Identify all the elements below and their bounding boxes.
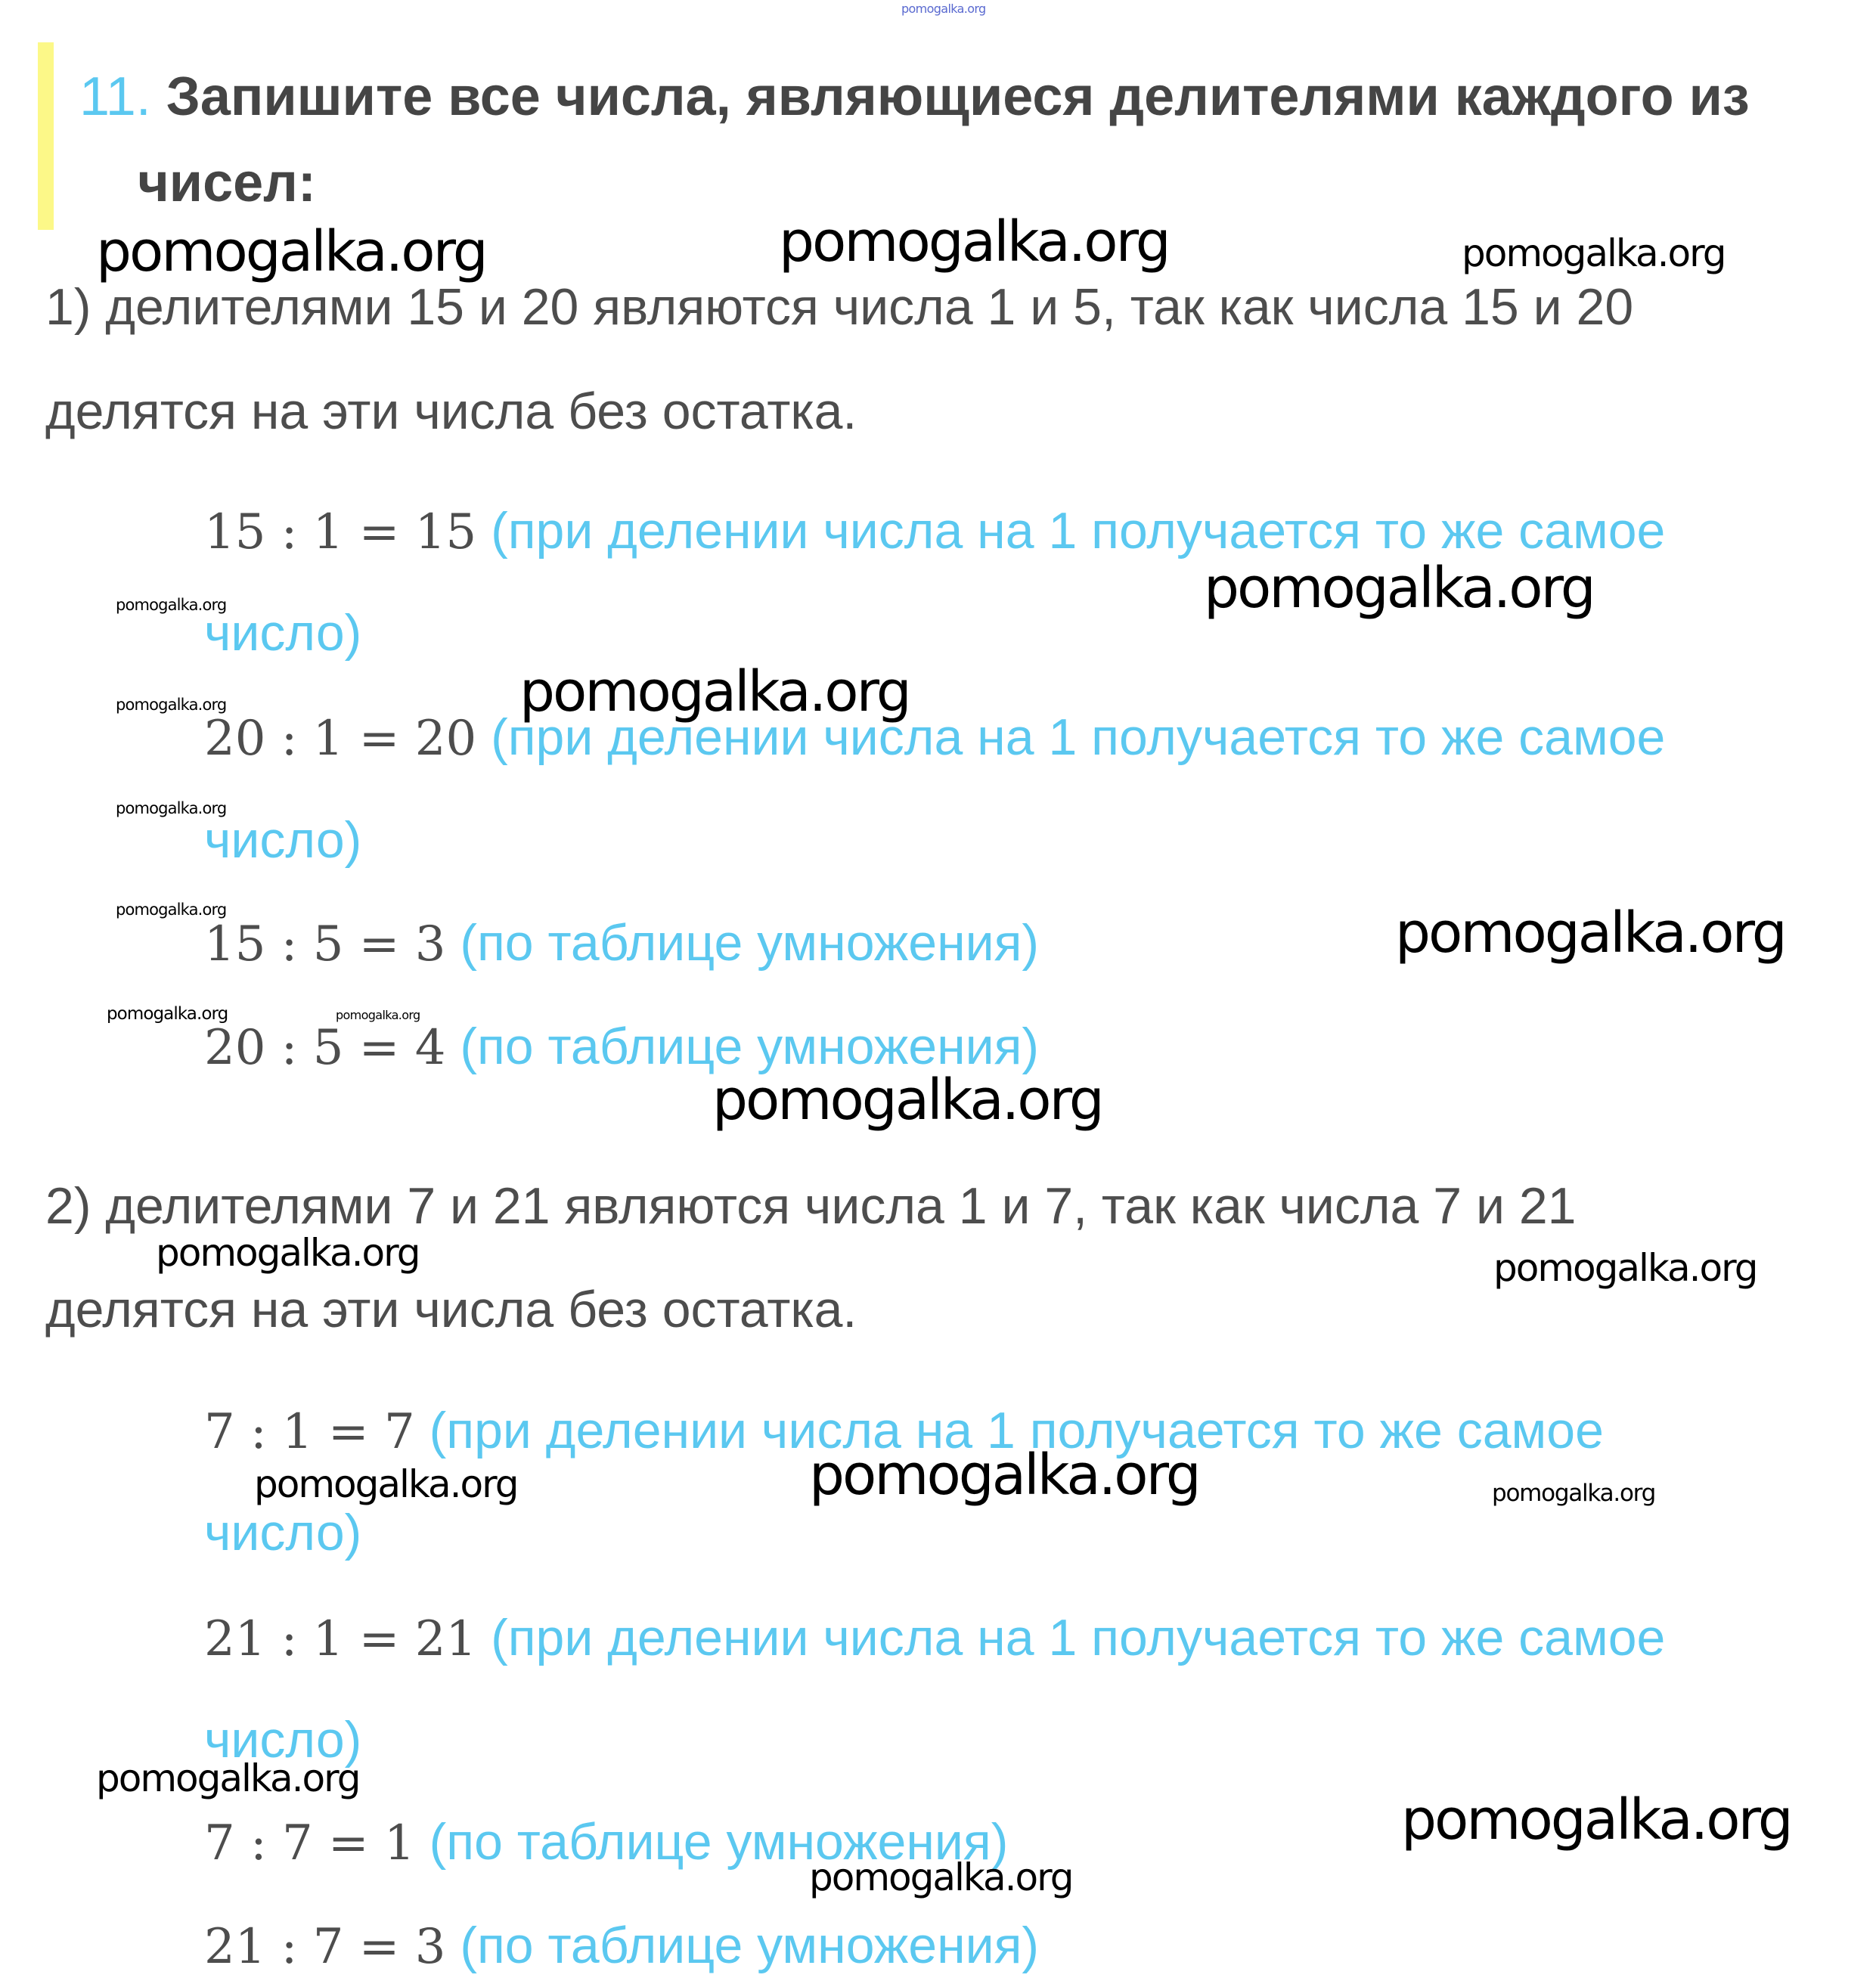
part2-line2: делятся на эти числа без остатка. <box>45 1281 857 1338</box>
equation-note-cont: число) <box>204 1504 362 1561</box>
equation-note-cont: число) <box>204 1711 362 1769</box>
task-title <box>79 67 1750 127</box>
watermark: pomogalka.org <box>156 1231 420 1275</box>
part1-line1: 1) делителями 15 и 20 являются числа 1 и 5, так как числа 15 и 20 <box>45 278 1634 336</box>
equation-expr: 15 : 5 = 3 <box>204 916 446 972</box>
equation-note-cont: число) <box>204 811 362 869</box>
equation <box>204 1018 1040 1076</box>
watermark: pomogalka.org <box>116 901 227 919</box>
task-number: 11. <box>79 67 151 127</box>
watermark: pomogalka.org <box>96 219 486 284</box>
watermark: pomogalka.org <box>1204 556 1594 621</box>
part2-line1: 2) делителями 7 и 21 являются числа 1 и 7, так как числа 7 и 21 <box>45 1177 1577 1235</box>
watermark: pomogalka.org <box>116 596 227 614</box>
watermark: pomogalka.org <box>107 1004 228 1024</box>
equation-note: (по таблице умножения) <box>460 914 1040 972</box>
equation <box>204 1609 1666 1667</box>
watermark: pomogalka.org <box>116 696 227 714</box>
watermark: pomogalka.org <box>254 1462 518 1506</box>
equation <box>204 708 1666 767</box>
part1-line2: делятся на эти числа без остатка. <box>45 383 857 440</box>
equation-note: (по таблице умножения) <box>460 1917 1040 1974</box>
equation-note: (при делении числа на 1 получается то же самое <box>491 502 1666 560</box>
watermark: pomogalka.org <box>336 1008 420 1022</box>
equation <box>204 1917 1040 1975</box>
watermark: pomogalka.org <box>1493 1246 1757 1290</box>
watermark: pomogalka.org <box>116 799 227 817</box>
watermark: pomogalka.org <box>901 2 986 16</box>
equation-note: (по таблице умножения) <box>460 1018 1040 1075</box>
watermark: pomogalka.org <box>809 1855 1073 1899</box>
equation-expr: 20 : 5 = 4 <box>204 1020 446 1076</box>
equation-note: (при делении числа на 1 получается то же самое <box>429 1402 1604 1459</box>
watermark: pomogalka.org <box>1401 1787 1791 1852</box>
equation-note: (при делении числа на 1 получается то же самое <box>491 1609 1666 1666</box>
equation-expr: 7 : 1 = 7 <box>204 1404 415 1460</box>
watermark: pomogalka.org <box>809 1443 1199 1508</box>
equation-note-cont: число) <box>204 604 362 662</box>
equation-note: (при делении числа на 1 получается то же самое <box>491 708 1666 766</box>
task-title-line1: Запишите все числа, являющиеся делителями каждого из <box>166 67 1750 127</box>
equation-expr: 7 : 7 = 1 <box>204 1815 415 1871</box>
equation-note: (по таблице умножения) <box>429 1813 1009 1871</box>
watermark: pomogalka.org <box>1462 231 1726 275</box>
equation-expr: 21 : 1 = 21 <box>204 1611 477 1667</box>
equation-expr: 15 : 1 = 15 <box>204 504 477 560</box>
watermark: pomogalka.org <box>1395 901 1785 966</box>
watermark: pomogalka.org <box>519 659 910 724</box>
highlight-bar <box>38 42 54 230</box>
equation <box>204 502 1666 560</box>
equation <box>204 914 1040 972</box>
watermark: pomogalka.org <box>779 209 1169 274</box>
equation-expr: 20 : 1 = 20 <box>204 711 477 767</box>
equation-expr: 21 : 7 = 3 <box>204 1919 446 1975</box>
watermark: pomogalka.org <box>712 1068 1102 1133</box>
watermark: pomogalka.org <box>96 1756 360 1800</box>
task-title-line2: чисел: <box>138 153 316 213</box>
watermark: pomogalka.org <box>1492 1480 1656 1507</box>
